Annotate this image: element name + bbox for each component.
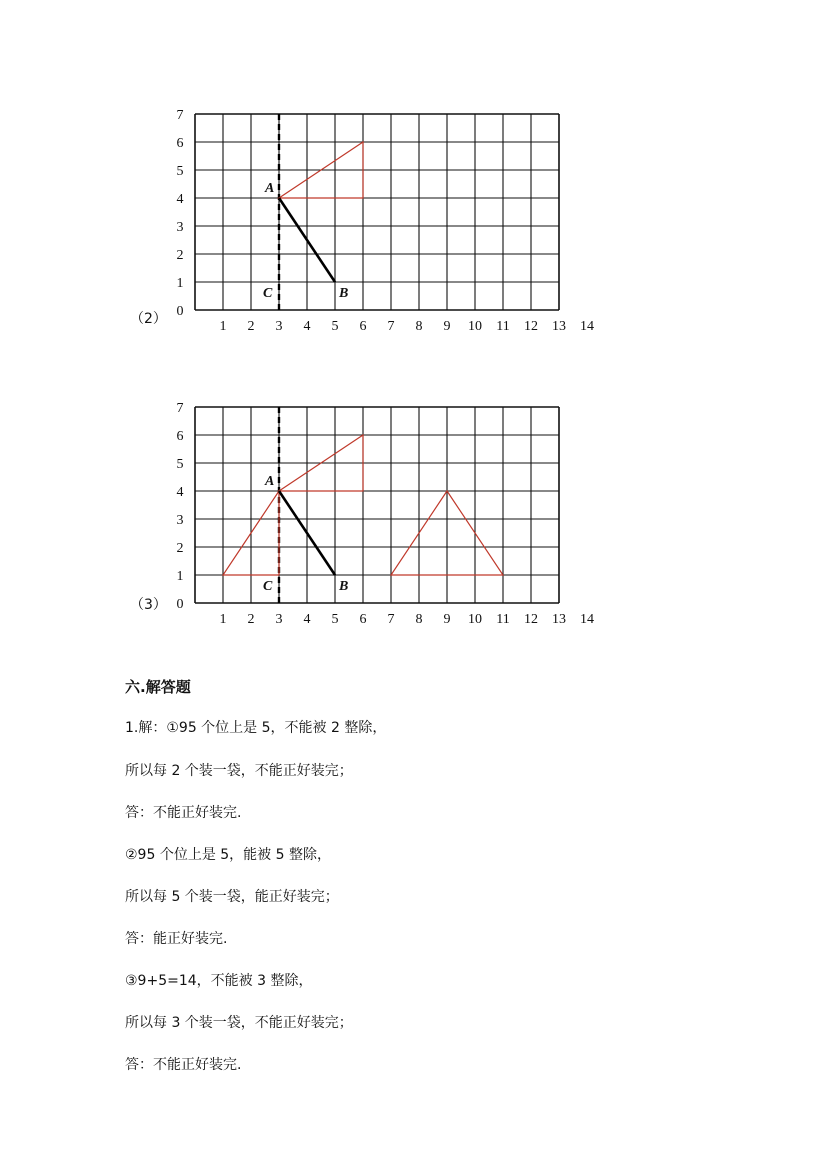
y-tick-label: 7: [176, 401, 184, 416]
x-tick-label: 10: [468, 319, 482, 334]
y-tick-label: 6: [176, 136, 184, 151]
answer-line: ③9+5=14，不能被 3 整除，: [125, 973, 313, 989]
x-tick-label: 4: [303, 612, 311, 627]
y-tick-label: 0: [176, 304, 184, 319]
section-title: 六.解答题: [125, 678, 191, 696]
y-tick-label: 1: [176, 569, 184, 584]
point-label-b: B: [339, 286, 349, 301]
x-tick-label: 13: [552, 319, 566, 334]
answer-line: 答：能正好装完.: [125, 931, 228, 947]
y-tick-label: 2: [176, 541, 184, 556]
x-tick-label: 14: [580, 612, 594, 627]
answer-line: 所以每 3 个装一袋，不能正好装完；: [125, 1015, 353, 1031]
x-tick-label: 1: [219, 319, 227, 334]
x-tick-label: 12: [524, 612, 538, 627]
x-tick-label: 9: [443, 612, 451, 627]
y-tick-label: 7: [176, 108, 184, 123]
y-tick-label: 6: [176, 429, 184, 444]
x-tick-label: 13: [552, 612, 566, 627]
x-tick-label: 10: [468, 612, 482, 627]
x-tick-label: 1: [219, 612, 227, 627]
x-tick-label: 6: [359, 319, 367, 334]
x-tick-label: 8: [415, 319, 423, 334]
x-tick-label: 3: [275, 319, 283, 334]
grid-figure-svg: [120, 105, 620, 340]
figure-label: （2）: [130, 311, 167, 327]
x-tick-label: 2: [247, 612, 255, 627]
x-tick-label: 11: [496, 612, 510, 627]
x-tick-label: 7: [387, 612, 395, 627]
x-tick-label: 5: [331, 319, 339, 334]
x-tick-label: 14: [580, 319, 594, 334]
y-tick-label: 3: [176, 220, 184, 235]
y-tick-label: 5: [176, 164, 184, 179]
grid-figure-svg: [120, 398, 620, 633]
x-tick-label: 8: [415, 612, 423, 627]
figure-2: [120, 105, 620, 335]
x-tick-label: 7: [387, 319, 395, 334]
y-tick-label: 4: [176, 192, 184, 207]
answer-line: 所以每 5 个装一袋，能正好装完；: [125, 889, 339, 905]
x-tick-label: 6: [359, 612, 367, 627]
x-tick-label: 4: [303, 319, 311, 334]
y-tick-label: 2: [176, 248, 184, 263]
answer-line: 1.解：①95 个位上是 5，不能被 2 整除，: [125, 720, 387, 736]
answer-section: [125, 676, 725, 697]
x-tick-label: 12: [524, 319, 538, 334]
x-tick-label: 5: [331, 612, 339, 627]
x-tick-label: 9: [443, 319, 451, 334]
point-label-c: C: [263, 579, 273, 594]
point-label-b: B: [339, 579, 349, 594]
y-tick-label: 4: [176, 485, 184, 500]
x-tick-label: 11: [496, 319, 510, 334]
y-tick-label: 3: [176, 513, 184, 528]
point-label-a: A: [265, 181, 275, 196]
point-label-a: A: [265, 474, 275, 489]
answer-line: 答：不能正好装完.: [125, 1057, 242, 1073]
answer-line: 答：不能正好装完.: [125, 805, 242, 821]
figure-3: [120, 398, 620, 628]
x-tick-label: 3: [275, 612, 283, 627]
point-label-c: C: [263, 286, 273, 301]
y-tick-label: 0: [176, 597, 184, 612]
answer-line: ②95 个位上是 5，能被 5 整除，: [125, 847, 331, 863]
y-tick-label: 5: [176, 457, 184, 472]
figure-label: （3）: [130, 597, 167, 613]
x-tick-label: 2: [247, 319, 255, 334]
answer-line: 所以每 2 个装一袋，不能正好装完；: [125, 763, 353, 779]
y-tick-label: 1: [176, 276, 184, 291]
